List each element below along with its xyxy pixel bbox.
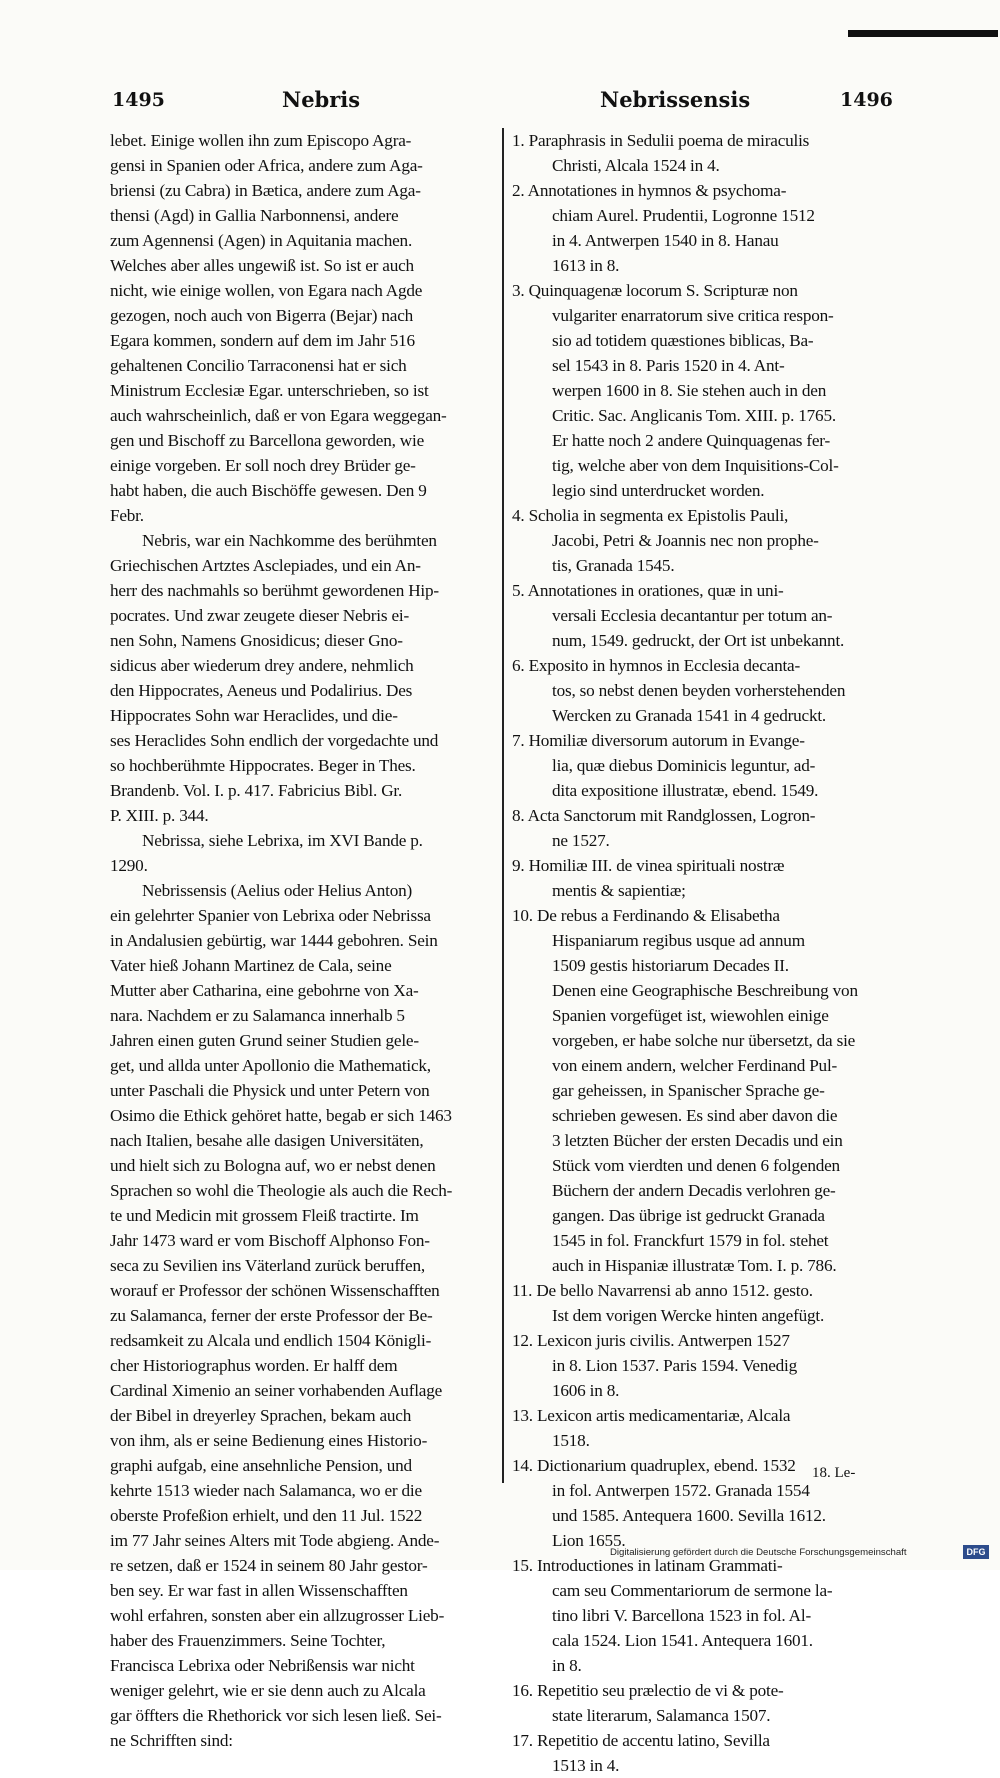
text-line: 13. Lexicon artis medicamentariæ, Alcala [512,1406,791,1425]
text-line: Hispaniarum regibus usque ad annum [552,931,805,950]
text-line: gehaltenen Concilio Tarraconensi hat er sich [110,356,407,375]
text-line: ses Heraclides Sohn endlich der vorgedachte und [110,731,439,750]
text-line: cala 1524. Lion 1541. Antequera 1601. [552,1631,813,1650]
page-number-right: 1496 [840,89,893,111]
catchword: 18. Le- [812,1465,856,1481]
text-line: Griechischen Artztes Asclepiades, und ein An- [110,556,421,575]
text-line: 10. De rebus a Ferdinando & Elisabetha [512,906,780,925]
text-line: 15. Introductiones in latinam Grammati- [512,1556,783,1575]
text-line: von einem andern, welcher Ferdinand Pul- [552,1056,838,1075]
text-line: cam seu Commentariorum de sermone la- [552,1581,833,1600]
text-line: tis, Granada 1545. [552,556,675,575]
text-line: ben sey. Er war fast in allen Wissenschafften [110,1581,408,1600]
text-line: 4. Scholia in segmenta ex Epistolis Pauli, [512,506,789,525]
text-line: dita expositione illustratæ, ebend. 1549. [552,781,819,800]
text-line: num, 1549. gedruckt, der Ort ist unbekannt. [552,631,845,650]
text-line: gar öffters die Rhethorick vor sich lesen ließ. Sei- [110,1706,442,1725]
text-line: seca zu Sevilien ins Väterland zurück beruffen, [110,1256,425,1275]
text-line: tos, so nebst denen beyden vorherstehenden [552,681,846,700]
text-line: re setzen, daß er 1524 in seinem 80 Jahr gestor- [110,1556,428,1575]
text-line: nen Sohn, Namens Gnosidicus; dieser Gno- [110,631,403,650]
text-line: zum Agennensi (Agen) in Aquitania machen. [110,231,413,250]
text-line: haber des Frauenzimmers. Seine Tochter, [110,1631,386,1650]
text-line: Nebrissa, siehe Lebrixa, im XVI Bande p. [142,831,423,850]
text-line: 3 letzten Bücher der ersten Decadis und ein [552,1131,843,1150]
text-line: Critic. Sac. Anglicanis Tom. XIII. p. 1765. [552,406,836,425]
text-line: Jahr 1473 ward er vom Bischoff Alphonso Fon- [110,1231,430,1250]
text-line: wohl erfahren, sonsten aber ein allzugrosser Lieb- [110,1606,445,1625]
text-line: Denen eine Geographische Beschreibung von [552,981,858,1000]
text-line: versali Ecclesia decantantur per totum an- [552,606,833,625]
text-line: briensi (zu Cabra) in Bætica, andere zum Aga- [110,181,421,200]
text-line: Osimo die Ethick gehöret hatte, begab er sich 1463 [110,1106,452,1125]
text-line: im 77 Jahr seines Alters mit Tode abgieng. Ande- [110,1531,440,1550]
text-line: vulgariter enarratorum sive critica respon- [552,306,834,325]
text-line: auch in Hispaniæ illustratæ Tom. I. p. 786. [552,1256,837,1275]
text-line: Wercken zu Granada 1541 in 4 gedruckt. [552,706,827,725]
text-line: Mutter aber Catharina, eine gebohrne von Xa- [110,981,419,1000]
text-line: sel 1543 in 8. Paris 1520 in 4. Ant- [552,356,785,375]
text-line: der Bibel in dreyerley Sprachen, bekam auch [110,1406,412,1425]
text-line: ne Schrifften sind: [110,1731,233,1750]
running-head-left: Nebris [282,87,361,112]
text-line: nara. Nachdem er zu Salamanca innerhalb 5 [110,1006,405,1025]
text-line: weniger gelehrt, wie er sie denn auch zu Alcala [110,1681,426,1700]
text-line: legio sind unterdrucket worden. [552,481,765,500]
text-line: kehrte 1513 wieder nach Salamanca, wo er die [110,1481,422,1500]
text-line: Lion 1655. [552,1531,626,1550]
text-line: sio ad totidem quæstiones biblicas, Ba- [552,331,814,350]
text-line: 7. Homiliæ diversorum autorum in Evange- [512,731,805,750]
text-line: Egara kommen, sondern auf dem im Jahr 516 [110,331,415,350]
text-line: nicht, wie einige wollen, von Egara nach Agde [110,281,423,300]
text-line: 12. Lexicon juris civilis. Antwerpen 1527 [512,1331,790,1350]
text-line: lia, quæ diebus Dominicis leguntur, ad- [552,756,816,775]
text-line: in fol. Antwerpen 1572. Granada 1554 [552,1481,810,1500]
running-head-right: Nebrissensis [600,87,751,112]
text-line: 1606 in 8. [552,1381,620,1400]
text-line: und 1585. Antequera 1600. Sevilla 1612. [552,1506,826,1525]
text-line: worauf er Professor der schönen Wissenschafften [110,1281,440,1300]
text-line: Nebrissensis (Aelius oder Helius Anton) [142,881,413,900]
text-line: Sprachen so wohl die Theologie als auch die Rech- [110,1181,453,1200]
text-line: unter Paschali die Physick und unter Petern von [110,1081,430,1100]
text-line: 17. Repetitio de accentu latino, Sevilla [512,1731,770,1750]
text-line: tino libri V. Barcellona 1523 in fol. Al- [552,1606,811,1625]
text-line: sidicus aber wiederum drey andere, nehmlich [110,656,414,675]
text-line: lebet. Einige wollen ihn zum Episcopo Agra- [110,131,412,150]
scan-edge-mark [848,30,998,37]
text-line: 8. Acta Sanctorum mit Randglossen, Logron- [512,806,816,825]
column-divider [502,128,504,1483]
text-line: auch wahrscheinlich, daß er von Egara weggegan- [110,406,447,425]
text-line: gezogen, noch auch von Bigerra (Bejar) nach [110,306,414,325]
text-line: in Andalusien gebürtig, war 1444 gebohren. Sein [110,931,438,950]
text-line: Francisca Lebrixa oder Nebrißensis war nicht [110,1656,415,1675]
text-line: in 8. Lion 1537. Paris 1594. Venedig [552,1356,798,1375]
text-line: get, und allda unter Apollonio die Mathematick, [110,1056,431,1075]
text-line: herr des nachmahls so berühmt gewordenen Hip- [110,581,439,600]
text-line: gar geheissen, in Spanischer Sprache ge- [552,1081,825,1100]
text-line: redsamkeit zu Alcala und endlich 1504 Königli- [110,1331,432,1350]
text-line: graphi aufgab, eine ansehnliche Pension, und [110,1456,412,1475]
text-line: 9. Homiliæ III. de vinea spirituali nostræ [512,856,785,875]
text-line: Ministrum Ecclesiæ Egar. unterschrieben, so ist [110,381,429,400]
text-line: Hippocrates Sohn war Heraclides, und die- [110,706,398,725]
right-text-column [512,128,860,1778]
text-line: den Hippocrates, Aeneus und Podalirius. Des [110,681,413,700]
text-line: Christi, Alcala 1524 in 4. [552,156,720,175]
text-line: oberste Profeßion erhielt, und den 11 Jul. 1522 [110,1506,423,1525]
text-line: in 4. Antwerpen 1540 in 8. Hanau [552,231,779,250]
text-line: pocrates. Und zwar zeugete dieser Nebris ei- [110,606,409,625]
text-line: 1290. [110,856,148,875]
text-line: 1513 in 4. [552,1756,620,1775]
text-line: 16. Repetitio seu prælectio de vi & pote- [512,1681,784,1700]
text-line: state literarum, Salamanca 1507. [552,1706,771,1725]
text-line: in 8. [552,1656,582,1675]
text-line: thensi (Agd) in Gallia Narbonnensi, andere [110,206,399,225]
text-line: Stück vom vierdten und denen 6 folgenden [552,1156,840,1175]
text-line: tig, welche aber von dem Inquisitions-Col- [552,456,839,475]
text-line: einige vorgeben. Er soll noch drey Brüder ge- [110,456,416,475]
text-line: P. XIII. p. 344. [110,806,209,825]
text-line: Spanien vorgefüget ist, wiewohlen einige [552,1006,829,1025]
text-line: so hochberühmte Hippocrates. Beger in Thes. [110,756,416,775]
text-line: Ist dem vorigen Wercke hinten angefügt. [552,1306,825,1325]
text-line: habt haben, die auch Bischöffe gewesen. Den 9 [110,481,427,500]
text-line: 5. Annotationes in orationes, quæ in uni- [512,581,784,600]
text-line: Cardinal Ximenio an seiner vorhabenden Auflage [110,1381,443,1400]
text-line: gensi in Spanien oder Africa, andere zum Aga- [110,156,423,175]
text-line: mentis & sapientiæ; [552,881,686,900]
text-line: Er hatte noch 2 andere Quinquagenas fer- [552,431,830,450]
text-line: werpen 1600 in 8. Sie stehen auch in den [552,381,827,400]
text-line: cher Historiographus worden. Er halff dem [110,1356,398,1375]
text-line: Jahren einen guten Grund seiner Studien gele- [110,1031,419,1050]
text-line: gen und Bischoff zu Barcellona geworden, wie [110,431,425,450]
text-line: 2. Annotationes in hymnos & psychoma- [512,181,787,200]
text-line: vorgeben, er habe solche nur übersetzt, da sie [552,1031,856,1050]
text-line: zu Salamanca, ferner der erste Professor der Be- [110,1306,433,1325]
text-line: Febr. [110,506,144,525]
text-line: nach Italien, besahe alle dasigen Universitäten, [110,1131,424,1150]
left-text-column [110,128,494,1753]
text-line: Nebris, war ein Nachkomme des berühmten [142,531,437,550]
text-line: Büchern der andern Decadis verlohren ge- [552,1181,836,1200]
text-line: Brandenb. Vol. I. p. 417. Fabricius Bibl. Gr. [110,781,403,800]
text-line: 11. De bello Navarrensi ab anno 1512. gesto. [512,1281,813,1300]
text-line: ein gelehrter Spanier von Lebrixa oder Nebrissa [110,906,431,925]
text-line: 1545 in fol. Franckfurt 1579 in fol. stehet [552,1231,829,1250]
text-line: gangen. Das übrige ist gedruckt Granada [552,1206,825,1225]
text-line: 6. Exposito in hymnos in Ecclesia decanta- [512,656,801,675]
text-line: schrieben gewesen. Es sind aber davon die [552,1106,838,1125]
text-line: 1613 in 8. [552,256,620,275]
text-line: 14. Dictionarium quadruplex, ebend. 1532 [512,1456,796,1475]
text-line: 1518. [552,1431,590,1450]
text-line: von ihm, als er seine Bedienung eines Historio- [110,1431,428,1450]
text-line: 1509 gestis historiarum Decades II. [552,956,789,975]
text-line: Jacobi, Petri & Joannis nec non prophe- [552,531,819,550]
text-line: te und Medicin mit grossem Fleiß tractirte. Im [110,1206,419,1225]
text-line: und hielt sich zu Bologna auf, wo er nebst denen [110,1156,436,1175]
dfg-logo: DFG [963,1545,989,1559]
page-number-left: 1495 [112,89,165,111]
text-line: ne 1527. [552,831,610,850]
text-line: Vater hieß Johann Martinez de Cala, seine [110,956,392,975]
text-line: 1. Paraphrasis in Sedulii poema de miraculis [512,131,810,150]
text-line: 3. Quinquagenæ locorum S. Scripturæ non [512,281,798,300]
footer-credit: Digitalisierung gefördert durch die Deutsche Forschungsgemeinschaft [610,1547,907,1558]
text-line: Welches aber alles ungewiß ist. So ist er auch [110,256,414,275]
text-line: chiam Aurel. Prudentii, Logronne 1512 [552,206,815,225]
